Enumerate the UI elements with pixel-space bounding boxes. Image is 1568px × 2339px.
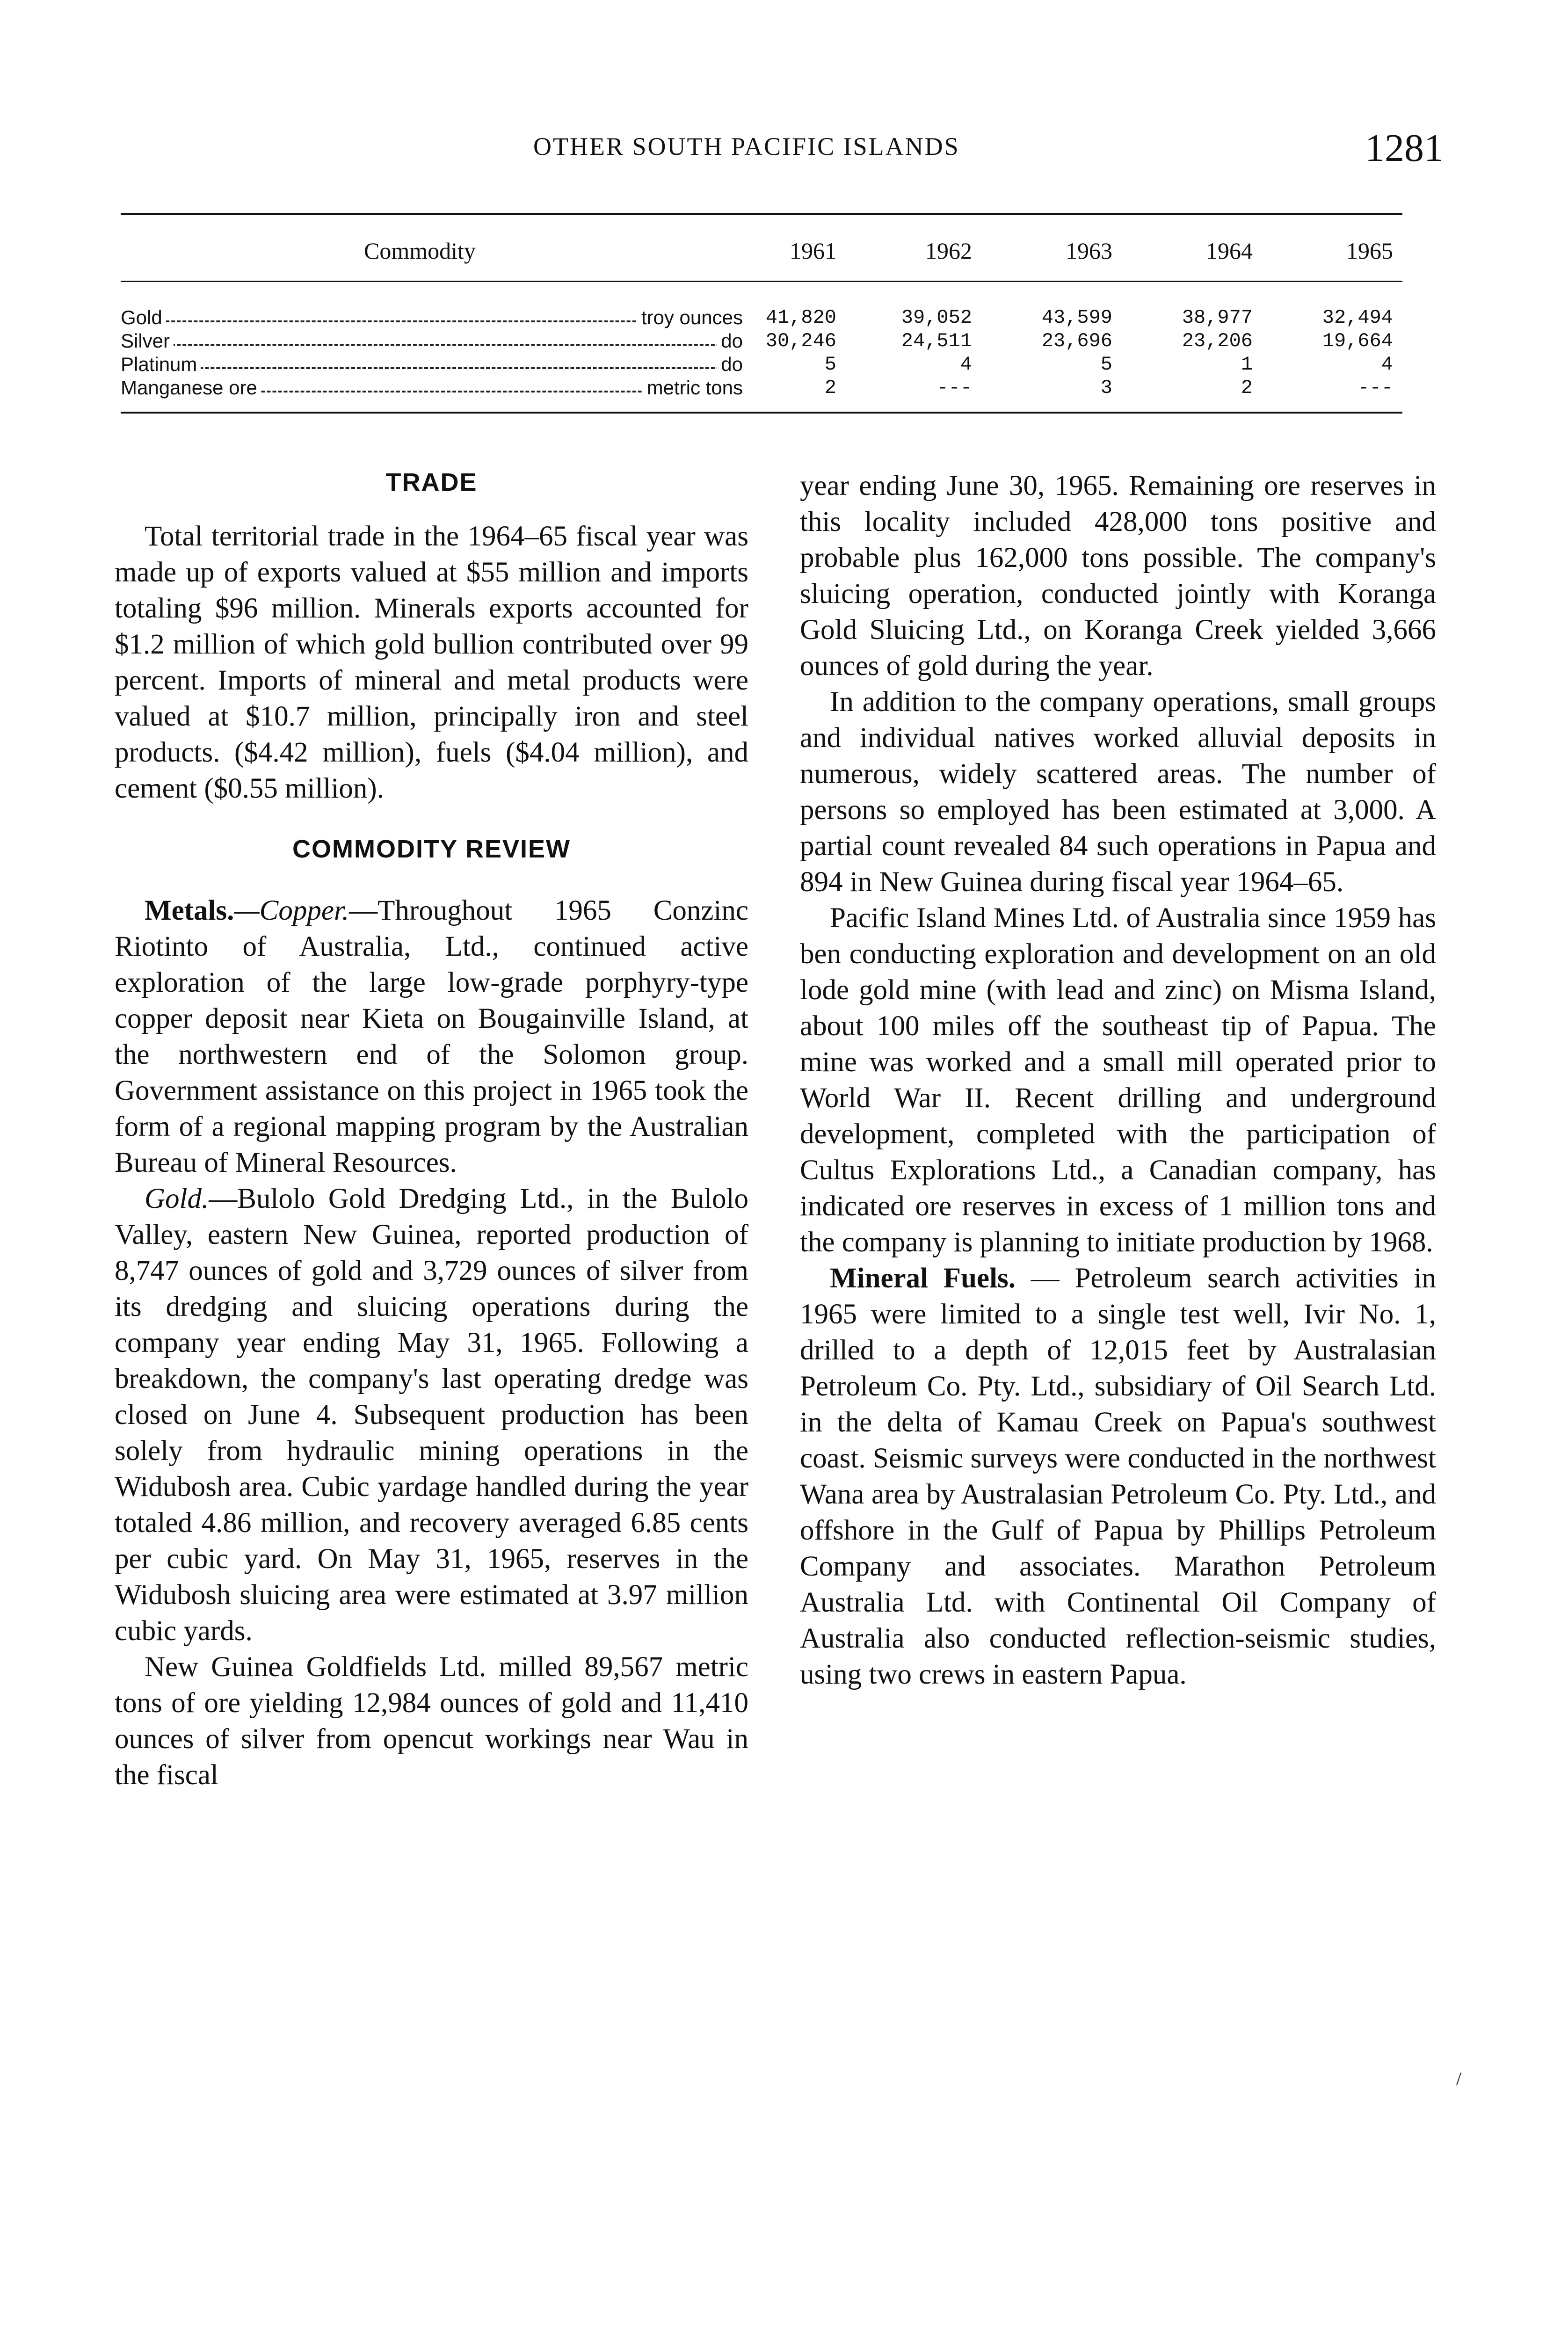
text-petroleum: — Petroleum search activities in 1965 were limited to a single test well, Ivir No. 1, drilled to a depth of 12,015 feet by Australasian Petroleum Co. Pty. Ltd., subsidiary of Oil Search Ltd. in the delta of Kamau Creek on Papua's southwest coast. Seismic surveys were conducted in the northwest Wana area by Australasian Petroleum Co. Pty. Ltd., and offshore in the Gulf of Papua by Phillips Petroleum Company and associates. Marathon Petroleum Australia Ltd. with Continental Oil Company of Australia also conducted reflection-seismic studies, using two crews in eastern Papua. <box>800 1263 1436 1690</box>
table-cell: 39,052 <box>901 306 972 329</box>
table-row <box>121 306 1402 330</box>
table-cell: 23,206 <box>1182 330 1253 352</box>
table-header-year: 1964 <box>1206 238 1253 264</box>
table-cell: --- <box>936 377 972 399</box>
runin-mineral-fuels: Mineral Fuels. <box>830 1263 1016 1294</box>
table-header-rule <box>121 281 1402 282</box>
table-cell: 23,696 <box>1041 330 1112 352</box>
label-gold: Gold. <box>145 1183 209 1214</box>
row-commodity: Gold <box>121 306 166 329</box>
section-heading-commodity-review: COMMODITY REVIEW <box>292 835 571 863</box>
table-header-row <box>121 237 1402 270</box>
table-row <box>121 377 1402 400</box>
row-unit: do <box>717 353 743 376</box>
table-cell: 19,664 <box>1322 330 1393 352</box>
row-label <box>121 330 743 352</box>
table-cell: 2 <box>824 377 836 399</box>
table-header-year: 1961 <box>790 238 836 264</box>
label-copper: —Copper. <box>234 895 349 926</box>
right-column <box>800 468 1436 1693</box>
table-cell: 38,977 <box>1182 306 1253 329</box>
table-cell: 41,820 <box>765 306 836 329</box>
table-header-year: 1965 <box>1346 238 1393 264</box>
paragraph-pacific-island: Pacific Island Mines Ltd. of Australia since 1959 has ben conducting exploration and development on an old lode gold mine (with lead and zinc) on Misma Island, about 100 miles off the southeast tip of Papua. The mine was worked and a small mill operated prior to World War II. Recent drilling and underground development, completed with the participation of Cultus Explorations Ltd., a Canadian company, has indicated ore reserves in excess of 1 million tons and the company is planning to initiate production by 1968. <box>800 902 1436 1258</box>
paragraph-trade: Total territorial trade in the 1964–65 fiscal year was made up of exports valued at $55 million and imports totaling $96 million. Minerals exports accounted for $1.2 million of which gold bullion contributed over 99 percent. Imports of mineral and metal products were valued at $10.7 million, principally iron and steel products. ($4.42 million), fuels ($4.04 million), and cement ($0.55 million). <box>115 521 748 804</box>
table-row <box>121 353 1402 377</box>
row-commodity: Silver <box>121 330 174 352</box>
row-commodity: Manganese ore <box>121 377 261 399</box>
section-heading-trade: TRADE <box>385 468 478 496</box>
table-bottom-rule <box>121 412 1402 414</box>
stray-mark: / <box>1456 2068 1462 2089</box>
table-cell: 5 <box>1100 353 1112 376</box>
paragraph-new-guinea-cont: year ending June 30, 1965. Remaining ore reserves in this locality included 428,000 tons positive and probable plus 162,000 tons possible. The company's sluicing operation, conducted jointly with Koranga Gold Sluicing Ltd., on Koranga Creek yielded 3,666 ounces of gold during the year. <box>800 470 1436 682</box>
paragraph-new-guinea: New Guinea Goldfields Ltd. milled 89,567 metric tons of ore yielding 12,984 ounces of gold and 11,410 ounces of silver from opencut workings near Wau in the fiscal <box>115 1651 748 1791</box>
paragraph-gold <box>115 1181 748 1649</box>
row-unit: do <box>717 330 743 352</box>
table-cell: 4 <box>960 353 972 376</box>
table-cell: --- <box>1357 377 1393 399</box>
runin-metals: Metals. <box>145 895 234 926</box>
table-top-rule <box>121 213 1402 215</box>
table-cell: 2 <box>1241 377 1253 399</box>
table-cell: 1 <box>1241 353 1253 376</box>
table-header-year: 1962 <box>925 238 972 264</box>
table-cell: 30,246 <box>765 330 836 352</box>
row-unit: troy ounces <box>638 306 743 329</box>
row-label <box>121 377 743 399</box>
row-label <box>121 353 743 376</box>
table-cell: 24,511 <box>901 330 972 352</box>
paragraph-copper <box>115 893 748 1181</box>
row-label <box>121 306 743 329</box>
text-copper: —Throughout 1965 Conzinc Riotinto of Australia, Ltd., continued active exploration of the large low-grade porphyry-type copper deposit near Kieta on Bougainville Island, at the northwestern end of the Solomon group. Government assistance on this project in 1965 took the form of a regional mapping program by the Australian Bureau of Mineral Resources. <box>115 895 748 1178</box>
running-head: OTHER SOUTH PACIFIC ISLANDS <box>533 132 960 160</box>
table-cell: 32,494 <box>1322 306 1393 329</box>
table-cell: 3 <box>1100 377 1112 399</box>
row-unit: metric tons <box>643 377 743 399</box>
paragraph-petroleum <box>800 1260 1436 1693</box>
paragraph-natives: In addition to the company operations, small groups and individual natives worked alluvial deposits in numerous, widely scattered areas. The number of persons so employed has been estimated at 3,000. A partial count revealed 84 such operations in Papua and 894 in New Guinea during fiscal year 1964–65. <box>800 686 1436 898</box>
row-commodity: Platinum <box>121 353 201 376</box>
table-cell: 4 <box>1381 353 1393 376</box>
table-header-year: 1963 <box>1066 238 1112 264</box>
table-header-commodity: Commodity <box>364 238 476 264</box>
page-header <box>0 125 1568 170</box>
left-column <box>115 468 748 1793</box>
page-number: 1281 <box>1365 126 1444 170</box>
table-cell: 43,599 <box>1041 306 1112 329</box>
table-row <box>121 330 1402 353</box>
text-gold: —Bulolo Gold Dredging Ltd., in the Bulolo Valley, eastern New Guinea, reported production of 8,747 ounces of gold and 3,729 ounces of silver from its dredging and sluicing operations during the company year ending May 31, 1965. Following a breakdown, the company's last operating dredge was closed on June 4. Subsequent production has been solely from hydraulic mining operations in the Widubosh area. Cubic yardage handled during the year totaled 4.86 million, and recovery averaged 6.85 cents per cubic yard. On May 31, 1965, reserves in the Widubosh sluicing area were estimated at 3.97 million cubic yards. <box>115 1183 748 1647</box>
table-cell: 5 <box>824 353 836 376</box>
